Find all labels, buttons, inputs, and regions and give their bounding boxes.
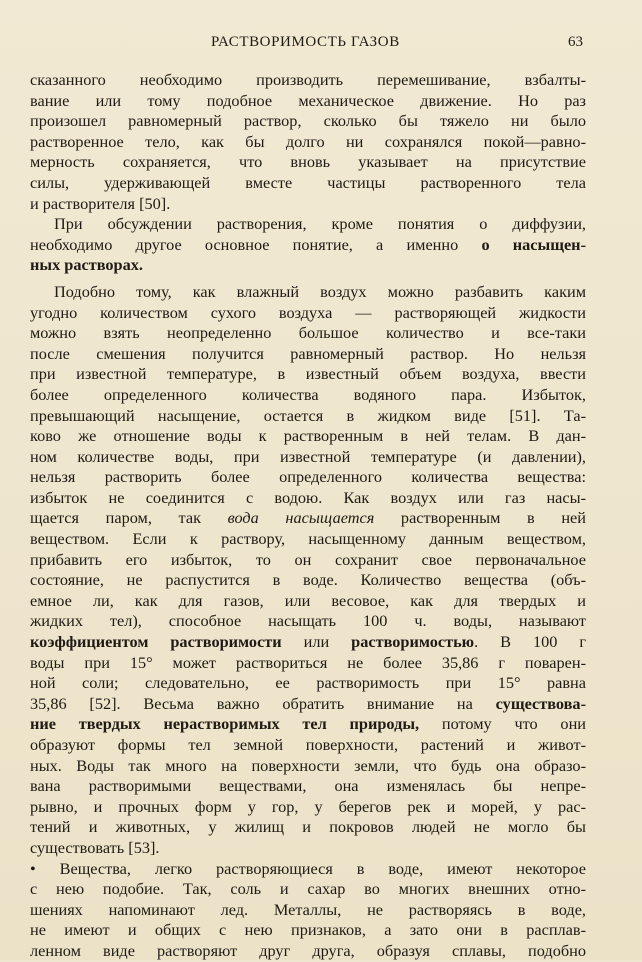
text-line: воды при 15° может раствориться не более 35,86 г поварен- bbox=[30, 652, 586, 672]
text-line: тений и животных, у жилищ и покровов людей не могло бы bbox=[30, 817, 586, 837]
text-run: щается паром, так bbox=[30, 508, 202, 528]
text-run: . В 100 г bbox=[474, 632, 586, 652]
text-line: более определенного количества водяного пара. Избыток, bbox=[30, 384, 586, 404]
running-head: РАСТВОРИМОСТЬ ГАЗОВ bbox=[211, 34, 400, 50]
text-run: 35,86 [52]. Весьма важно обратить внимание на bbox=[30, 693, 473, 713]
text-line: образуют формы тел земной поверхности, растений и живот- bbox=[30, 735, 586, 754]
text-line: • Вещества, легко растворяющиеся в воде, имеют некоторое bbox=[30, 858, 586, 878]
text-line: силы, удерживающей вместе частицы растворенного тела bbox=[30, 172, 586, 192]
text-line bbox=[30, 714, 586, 735]
text-run: растворенным в ней bbox=[400, 508, 586, 528]
text-run: При обсуждении растворения, кроме понятия о диффузии, bbox=[54, 214, 586, 234]
text-line bbox=[30, 632, 586, 653]
text-line: сказанного необходимо производить перемешивание, взбалты- bbox=[30, 70, 586, 89]
text-run: потому что они bbox=[441, 714, 586, 734]
text-line bbox=[30, 235, 586, 256]
text-line: избыток не соединится с водою. Как воздух или газ насы- bbox=[30, 487, 586, 507]
body-text bbox=[30, 70, 586, 962]
text-line: нельзя растворить более определенного количества вещества: bbox=[30, 467, 586, 487]
text-line bbox=[30, 214, 586, 235]
text-line: существовать [53]. bbox=[30, 837, 160, 857]
text-line: при известной температуре, в известный объем воздуха, ввести bbox=[30, 364, 586, 384]
text-line: после смешения получится равномерный раствор. Но нельзя bbox=[30, 343, 586, 363]
text-line: Подобно тому, как влажный воздух можно разбавить каким bbox=[54, 281, 586, 301]
text-run: или bbox=[303, 632, 330, 652]
text-line: растворенное тело, как бы долго ни сохранялся покой—равно- bbox=[30, 131, 586, 151]
text-line: не имеют и общих с нею признаков, а зато они в расплав- bbox=[30, 920, 586, 940]
text-line: веществом. Если к раствору, насыщенному данным веществом, bbox=[30, 529, 586, 549]
text-line: вание или тому подобное механическое движение. Но раз bbox=[30, 90, 586, 110]
text-line: ково же отношение воды к растворенным в ней телам. В дан- bbox=[30, 426, 586, 446]
text-line: ленном виде растворяют друг друга, образуя сплавы, подобно bbox=[30, 940, 586, 960]
text-line: превышающий насыщение, остается в жидком виде [51]. Та- bbox=[30, 405, 586, 425]
text-line: жидких тел), способное насыщать 100 ч. воды, называют bbox=[30, 611, 586, 631]
text-line: состояние, не распустится в воде. Количество вещества (объ- bbox=[30, 570, 586, 590]
bold-term: ние твердых нерастворимых тел природы, bbox=[30, 714, 420, 734]
text-line: емное ли, как для газов, или весовое, как для твердых и bbox=[30, 590, 586, 610]
text-line: шениях напоминают лед. Металлы, не растворяясь в воде, bbox=[30, 899, 586, 919]
text-line bbox=[30, 694, 586, 715]
bold-term: растворимостью bbox=[351, 632, 475, 652]
bold-term: о насыщен- bbox=[481, 234, 586, 254]
text-line: вана растворимыми веществами, она изменялась бы непре- bbox=[30, 776, 586, 796]
italic-term: вода насыщается bbox=[227, 508, 375, 528]
text-line: мерность сохраняется, что вновь указывает на присутствие bbox=[30, 152, 586, 172]
page-number: 63 bbox=[568, 34, 583, 50]
bold-term: коэффициентом растворимости bbox=[30, 632, 282, 652]
text-line: ной соли; следовательно, ее растворимость при 15° равна bbox=[30, 673, 586, 693]
text-line: угодно количеством сухого воздуха — растворяющей жидкости bbox=[30, 302, 586, 322]
text-line: рывно, и прочных форм у гор, у берегов рек и морей, у рас- bbox=[30, 796, 586, 816]
text-line: произошел равномерный раствор, сколько бы тяжело ни было bbox=[30, 111, 586, 131]
text-line bbox=[30, 255, 586, 276]
text-line: прибавить его избыток, то он сохранит свое первоначальное bbox=[30, 549, 586, 569]
text-line: ных. Воды так много на поверхности земли, что будь она образо- bbox=[30, 755, 586, 775]
text-run: необходимо другое основное понятие, а именно bbox=[30, 234, 459, 254]
text-line: с нею подобие. Так, соль и сахар во многих внешних отно- bbox=[30, 879, 586, 899]
text-line: можно взять неопределенно большое количество и все-таки bbox=[30, 323, 586, 343]
bold-term: ных растворах. bbox=[30, 255, 143, 275]
text-line: ном количестве воды, при известной температуре (и давлении), bbox=[30, 446, 586, 466]
bold-term: существова- bbox=[495, 693, 586, 713]
text-line: и растворителя [50]. bbox=[30, 193, 171, 213]
text-line bbox=[30, 508, 586, 529]
